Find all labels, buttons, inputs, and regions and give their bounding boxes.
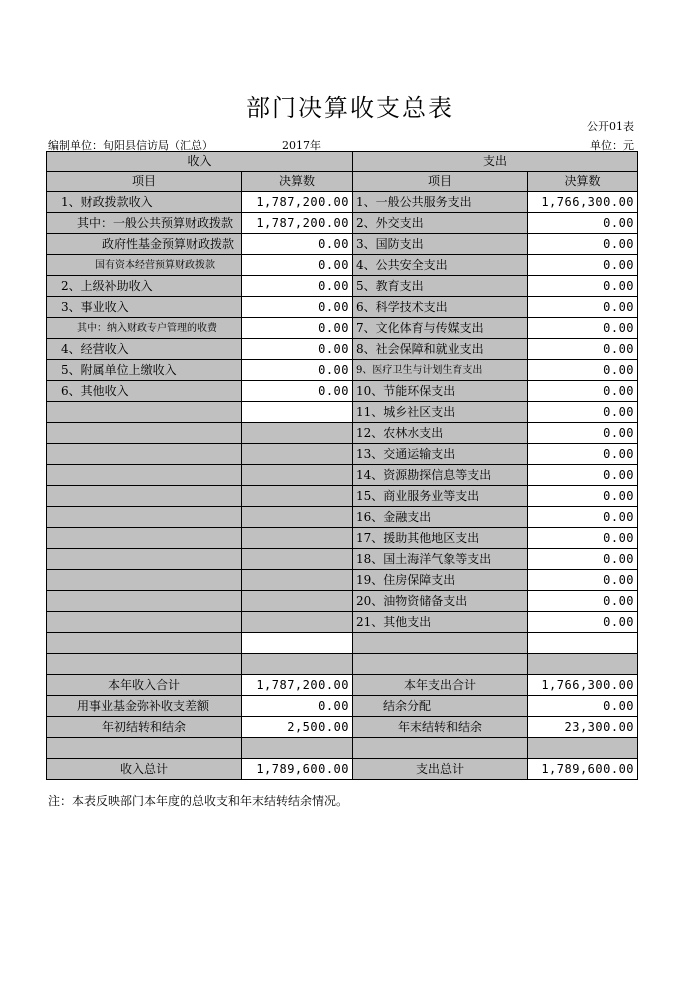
table-row [47, 528, 638, 549]
column-header-row [47, 172, 638, 192]
expense-label: 4、公共安全支出 [353, 255, 528, 276]
expense-label: 11、城乡社区支出 [353, 402, 528, 423]
expense-label: 17、援助其他地区支出 [353, 528, 528, 549]
expense-value: 0.00 [528, 423, 638, 444]
income-label: 4、经营收入 [47, 339, 242, 360]
balance-row [47, 717, 638, 738]
income-value [242, 528, 353, 549]
income-label: 其中：一般公共预算财政拨款 [47, 213, 242, 234]
income-grand-label: 收入总计 [47, 759, 242, 780]
table-row [47, 612, 638, 633]
income-total-label: 本年收入合计 [47, 675, 242, 696]
income-label [47, 591, 242, 612]
section-header-row [47, 152, 638, 172]
budget-table [46, 151, 638, 780]
table-row [47, 402, 638, 423]
end-balance-value: 23,300.00 [528, 717, 638, 738]
income-label [47, 528, 242, 549]
table-row [47, 360, 638, 381]
fund-gap-row [47, 696, 638, 717]
table-row [47, 213, 638, 234]
expense-value: 0.00 [528, 255, 638, 276]
expense-value: 0.00 [528, 360, 638, 381]
expense-value: 0.00 [528, 486, 638, 507]
expense-label: 12、农林水支出 [353, 423, 528, 444]
footnote: 注：本表反映部门本年度的总收支和年末结转结余情况。 [48, 794, 349, 808]
income-value: 1,787,200.00 [242, 213, 353, 234]
table-row [47, 339, 638, 360]
expense-label: 15、商业服务业等支出 [353, 486, 528, 507]
income-label: 3、事业收入 [47, 297, 242, 318]
expense-label: 3、国防支出 [353, 234, 528, 255]
surplus-alloc-value: 0.00 [528, 696, 638, 717]
expense-value: 0.00 [528, 549, 638, 570]
preparing-unit: 编制单位：旬阳县信访局（汇总） [48, 139, 213, 152]
income-amount-header: 决算数 [242, 172, 353, 192]
surplus-alloc-label: 结余分配 [353, 696, 528, 717]
table-row [47, 444, 638, 465]
begin-balance-label: 年初结转和结余 [47, 717, 242, 738]
blank-row [47, 654, 638, 675]
expense-label: 16、金融支出 [353, 507, 528, 528]
expense-value: 0.00 [528, 444, 638, 465]
annual-total-row [47, 675, 638, 696]
table-row [47, 570, 638, 591]
income-label [47, 423, 242, 444]
income-value [242, 591, 353, 612]
income-total-value: 1,787,200.00 [242, 675, 353, 696]
table-row [47, 381, 638, 402]
grand-total-row [47, 759, 638, 780]
expense-value: 0.00 [528, 276, 638, 297]
expense-value: 0.00 [528, 465, 638, 486]
income-grand-value: 1,789,600.00 [242, 759, 353, 780]
expense-label: 18、国土海洋气象等支出 [353, 549, 528, 570]
income-label [47, 465, 242, 486]
expense-label: 1、一般公共服务支出 [353, 192, 528, 213]
income-value [242, 423, 353, 444]
income-value [242, 444, 353, 465]
table-row [47, 549, 638, 570]
expense-label: 2、外交支出 [353, 213, 528, 234]
expense-value: 0.00 [528, 570, 638, 591]
expense-value: 0.00 [528, 402, 638, 423]
income-item-header: 项目 [47, 172, 242, 192]
income-value: 0.00 [242, 318, 353, 339]
income-label: 6、其他收入 [47, 381, 242, 402]
expense-label: 14、资源勘探信息等支出 [353, 465, 528, 486]
income-label [47, 402, 242, 423]
income-value: 1,787,200.00 [242, 192, 353, 213]
income-label [47, 444, 242, 465]
expense-value: 1,766,300.00 [528, 192, 638, 213]
income-value [242, 612, 353, 633]
income-section-header: 收入 [47, 152, 353, 172]
table-row [47, 591, 638, 612]
expense-label: 9、医疗卫生与计划生育支出 [353, 360, 528, 381]
table-row [47, 318, 638, 339]
income-value [242, 402, 353, 423]
table-row [47, 465, 638, 486]
table-row [47, 276, 638, 297]
income-label: 国有资本经营预算财政拨款 [47, 255, 242, 276]
currency-unit: 单位：元 [590, 139, 634, 152]
form-number: 公开01表 [587, 120, 634, 133]
table-row [47, 255, 638, 276]
income-value: 0.00 [242, 276, 353, 297]
income-label [47, 486, 242, 507]
income-value [242, 549, 353, 570]
income-value [242, 507, 353, 528]
income-value [242, 486, 353, 507]
expense-value: 0.00 [528, 297, 638, 318]
fund-gap-value: 0.00 [242, 696, 353, 717]
expense-value: 0.00 [528, 234, 638, 255]
income-value: 0.00 [242, 360, 353, 381]
income-value: 0.00 [242, 255, 353, 276]
expense-value: 0.00 [528, 318, 638, 339]
fund-gap-label: 用事业基金弥补收支差额 [47, 696, 242, 717]
expense-section-header: 支出 [353, 152, 638, 172]
expense-label: 7、文化体育与传媒支出 [353, 318, 528, 339]
expense-value: 0.00 [528, 612, 638, 633]
expense-label: 13、交通运输支出 [353, 444, 528, 465]
table-row [47, 507, 638, 528]
income-label [47, 570, 242, 591]
expense-label: 19、住房保障支出 [353, 570, 528, 591]
blank-row [47, 738, 638, 759]
expense-label: 8、社会保障和就业支出 [353, 339, 528, 360]
expense-label: 10、节能环保支出 [353, 381, 528, 402]
table-row [47, 192, 638, 213]
blank-row [47, 633, 638, 654]
income-label: 5、附属单位上缴收入 [47, 360, 242, 381]
income-value: 0.00 [242, 339, 353, 360]
expense-label: 5、教育支出 [353, 276, 528, 297]
end-balance-label: 年末结转和结余 [353, 717, 528, 738]
expense-label: 20、油物资储备支出 [353, 591, 528, 612]
income-label: 其中：纳入财政专户管理的收费 [47, 318, 242, 339]
table-row [47, 423, 638, 444]
income-label [47, 612, 242, 633]
income-value: 0.00 [242, 297, 353, 318]
expense-value: 0.00 [528, 213, 638, 234]
income-label [47, 549, 242, 570]
expense-total-value: 1,766,300.00 [528, 675, 638, 696]
expense-value: 0.00 [528, 339, 638, 360]
table-row [47, 297, 638, 318]
income-label [47, 507, 242, 528]
income-value: 0.00 [242, 234, 353, 255]
income-label: 政府性基金预算财政拨款 [47, 234, 242, 255]
expense-value: 0.00 [528, 507, 638, 528]
income-value [242, 570, 353, 591]
income-label: 1、财政拨款收入 [47, 192, 242, 213]
table-row [47, 486, 638, 507]
expense-amount-header: 决算数 [528, 172, 638, 192]
expense-value: 0.00 [528, 591, 638, 612]
expense-label: 6、科学技术支出 [353, 297, 528, 318]
income-value: 0.00 [242, 381, 353, 402]
expense-item-header: 项目 [353, 172, 528, 192]
expense-total-label: 本年支出合计 [353, 675, 528, 696]
income-value [242, 465, 353, 486]
expense-grand-value: 1,789,600.00 [528, 759, 638, 780]
begin-balance-value: 2,500.00 [242, 717, 353, 738]
report-year: 2017年 [282, 139, 321, 152]
table-row [47, 234, 638, 255]
expense-grand-label: 支出总计 [353, 759, 528, 780]
expense-value: 0.00 [528, 528, 638, 549]
page-title: 部门决算收支总表 [246, 94, 454, 122]
expense-label: 21、其他支出 [353, 612, 528, 633]
expense-value: 0.00 [528, 381, 638, 402]
income-label: 2、上级补助收入 [47, 276, 242, 297]
